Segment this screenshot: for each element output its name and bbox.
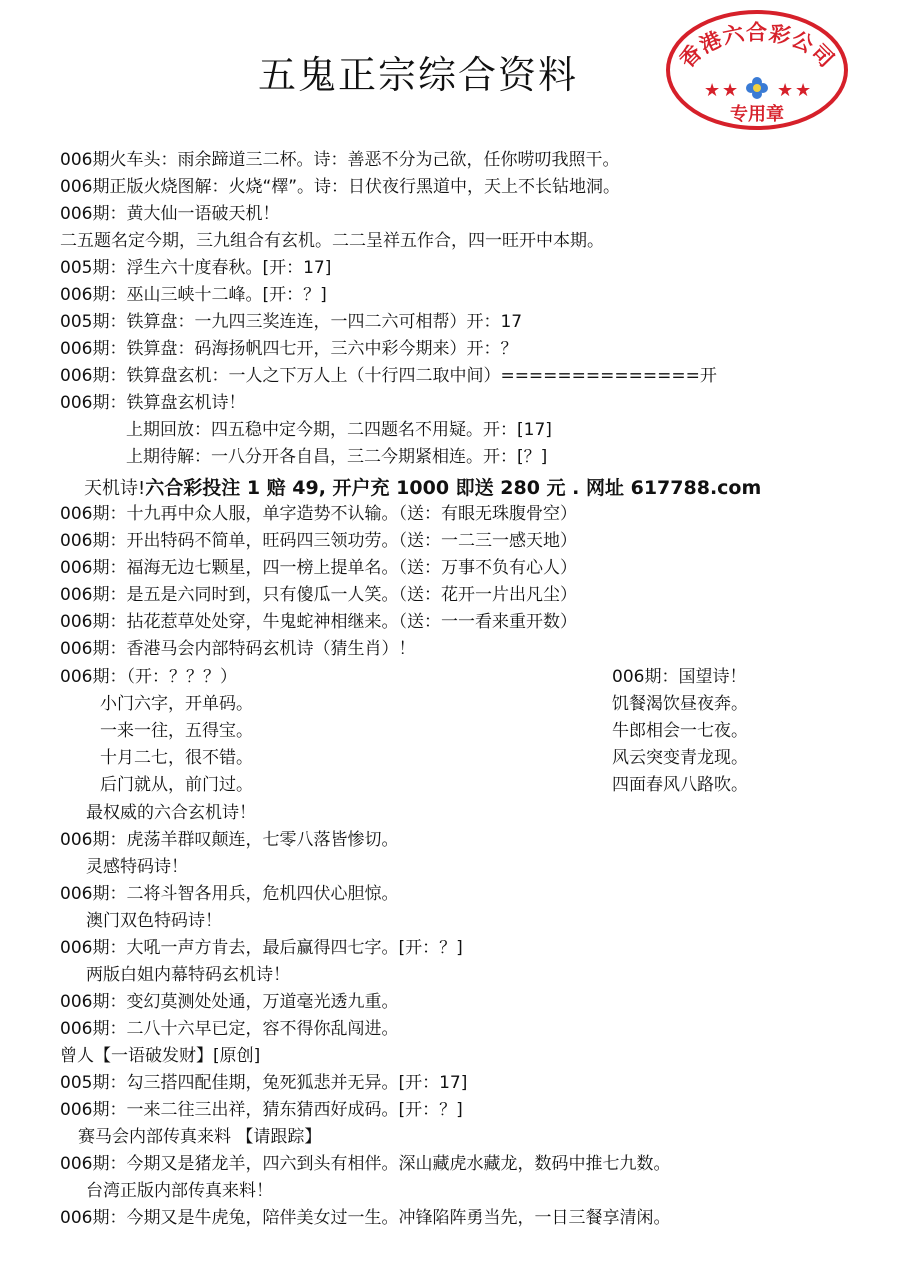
ad-banner xyxy=(84,476,761,501)
svg-text:专用章: 专用章 xyxy=(730,104,784,125)
text-line: 二五题名定今期，三九组合有玄机。二二呈祥五作合，四一旺开中本期。 xyxy=(60,231,604,251)
svg-text:★: ★ xyxy=(777,80,794,101)
section-heading: 台湾正版内部传真来料！ xyxy=(86,1181,273,1201)
section-heading: 两版白姐内幕特码玄机诗！ xyxy=(86,965,290,985)
text-line: 006期：二八十六早已定，容不得你乱闯进。 xyxy=(60,1019,399,1039)
right-block-line: 风云突变青龙现。 xyxy=(612,748,748,768)
text-line: 005期：勾三搭四配佳期，兔死狐悲并无异。[开：17] xyxy=(60,1073,468,1093)
svg-text:香港六合彩公司: 香港六合彩公司 xyxy=(674,19,840,73)
company-seal-stamp xyxy=(664,8,850,132)
text-line: 006期：是五是六同时到，只有傻瓜一人笑。（送：花开一片出凡尘） xyxy=(60,585,577,605)
right-block-line: 牛郎相会一七夜。 xyxy=(612,721,748,741)
ad-text: 六合彩投注 1 赔 49, 开户充 1000 即送 280 元 . 网址 617788.com xyxy=(145,477,762,499)
section-heading: 赛马会内部传真来料 【请跟踪】 xyxy=(78,1127,322,1147)
text-line: 006期：铁算盘：码海扬帆四七开，三六中彩今期来）开：？ xyxy=(60,339,518,359)
text-line: 006期：拈花惹草处处穿，牛鬼蛇神相继来。（送：一一看来重开数） xyxy=(60,612,577,632)
svg-text:★: ★ xyxy=(722,80,739,101)
left-block-line: 小门六字，开单码。 xyxy=(100,694,253,714)
text-line: 006期：大吼一声方肯去，最后赢得四七字。[开：？] xyxy=(60,938,463,958)
left-block-line: 十月二七，很不错。 xyxy=(100,748,253,768)
text-line: 006期：十九再中众人服，单字造势不认输。（送：有眼无珠腹骨空） xyxy=(60,504,577,524)
text-line: 006期：巫山三峡十二峰。[开：？] xyxy=(60,285,327,305)
flower-icon xyxy=(746,77,768,99)
section-heading: 灵感特码诗！ xyxy=(86,857,188,877)
text-line: 005期：浮生六十度春秋。[开：17] xyxy=(60,258,332,278)
text-line: 006期：黄大仙一语破天机！ xyxy=(60,204,280,224)
text-line: 006期：铁算盘玄机诗！ xyxy=(60,393,246,413)
text-line: 006期：铁算盘玄机：一人之下万人上（十行四二取中间）==============开 xyxy=(60,366,717,386)
left-block-line: 一来一往，五得宝。 xyxy=(100,721,253,741)
ad-lead: 天机诗! xyxy=(84,478,146,499)
svg-text:★: ★ xyxy=(795,80,812,101)
text-line: 上期待解：一八分开各自昌，三二今期紧相连。开：[？] xyxy=(126,447,548,467)
text-line: 上期回放：四五稳中定今期，二四题名不用疑。开：[17] xyxy=(126,420,552,440)
text-line: 006期火车头：雨余蹄道三二杯。诗：善恶不分为己欲，任你唠叨我照干。 xyxy=(60,150,620,170)
text-line: 006期正版火烧图解：火烧“檡”。诗：日伏夜行黑道中，天上不长钻地洞。 xyxy=(60,177,621,197)
right-block-line: 四面春风八路吹。 xyxy=(612,775,748,795)
section-heading: 曾人【一语破发财】[原创] xyxy=(60,1046,261,1066)
page-title: 五鬼正宗综合资料 xyxy=(258,53,579,97)
right-block-line: 饥餐渴饮昼夜奔。 xyxy=(612,694,748,714)
text-line: 006期：二将斗智各用兵，危机四伏心胆惊。 xyxy=(60,884,399,904)
text-line: 005期：铁算盘：一九四三奖连连，一四二六可相帮）开：17 xyxy=(60,312,523,332)
text-line: 006期：香港马会内部特码玄机诗（猜生肖）！ xyxy=(60,639,416,659)
text-line: 006期：变幻莫测处处通，万道毫光透九重。 xyxy=(60,992,399,1012)
text-line: 006期：开出特码不简单，旺码四三领功劳。（送：一二三一感天地） xyxy=(60,531,577,551)
text-line: 006期：福海无边七颗星，四一榜上提单名。（送：万事不负有心人） xyxy=(60,558,577,578)
right-block-line: 006期：国望诗！ xyxy=(612,667,747,687)
text-line: 006期：今期又是牛虎兔，陪伴美女过一生。冲锋陷阵勇当先，一日三餐享清闲。 xyxy=(60,1208,671,1228)
section-heading: 澳门双色特码诗！ xyxy=(86,911,222,931)
svg-text:★: ★ xyxy=(704,80,721,101)
text-line: 006期：今期又是猪龙羊，四六到头有相伴。深山藏虎水藏龙，数码中推七九数。 xyxy=(60,1154,671,1174)
section-heading: 最权威的六合玄机诗！ xyxy=(86,803,256,823)
left-block-line: 后门就从，前门过。 xyxy=(100,775,253,795)
text-line: 006期：一来二往三出祥，猜东猜西好成码。[开：？] xyxy=(60,1100,463,1120)
text-line: 006期：虎荡羊群叹颠连，七零八落皆惨切。 xyxy=(60,830,399,850)
left-block-line: 006期：（开：？？？） xyxy=(60,667,237,687)
